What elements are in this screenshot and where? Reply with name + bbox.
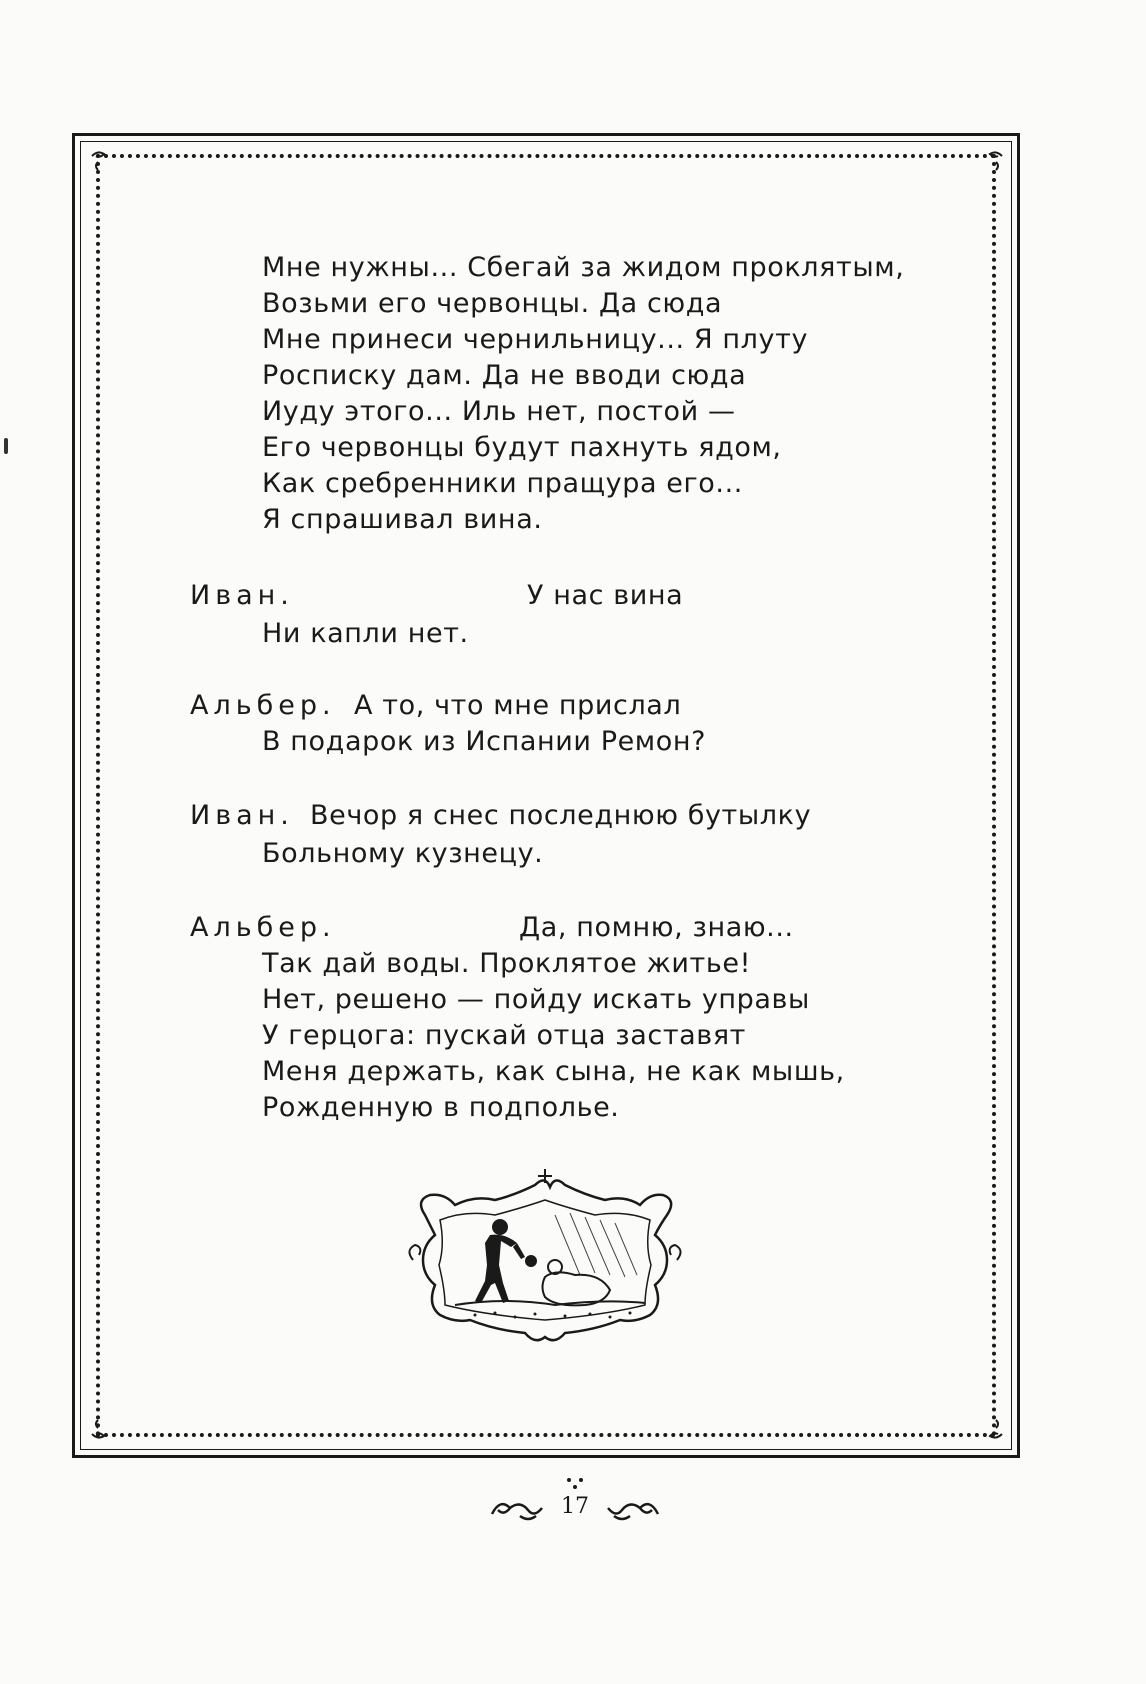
speaker-name: Альбер. [190, 912, 336, 943]
verse-line: Возьми его червонцы. Да сюда [262, 288, 723, 319]
dots-ornament-icon [565, 1476, 585, 1490]
speaker-name: Иван. [190, 800, 294, 831]
corner-ornament-icon [90, 148, 116, 174]
dialogue-line: Ни капли нет. [262, 618, 469, 649]
speaker-name: Альбер. [190, 690, 336, 721]
dialogue-line: У нас вина [527, 580, 684, 611]
corner-ornament-icon [978, 148, 1004, 174]
dialogue-line: Так дай воды. Проклятое житье! [262, 948, 752, 979]
corner-ornament-icon [90, 1416, 116, 1442]
right-flourish-icon [605, 1494, 660, 1524]
verse-line: Мне нужны... Сбегай за жидом проклятым, [262, 252, 905, 283]
verse-line: Иуду этого... Иль нет, постой — [262, 396, 736, 427]
dialogue-line: Больному кузнецу. [262, 838, 544, 869]
speaker-name: Иван. [190, 580, 294, 611]
dialogue-line: А то, что мне прислал [354, 690, 682, 721]
dialogue-line: Меня держать, как сына, не как мышь, [262, 1056, 845, 1087]
scan-margin-mark [4, 438, 8, 454]
verse-line: Мне принеси чернильницу... Я плуту [262, 324, 809, 355]
dialogue-line: Рожденную в подполье. [262, 1092, 620, 1123]
page-folio [480, 1476, 670, 1536]
verse-line: Как сребренники пращура его... [262, 468, 743, 499]
dialogue-line: У герцога: пускай отца заставят [262, 1020, 746, 1051]
verse-line: Росписку дам. Да не вводи сюда [262, 360, 747, 391]
verse-line: Его червонцы будут пахнуть ядом, [262, 432, 782, 463]
dialogue-line: Да, помню, знаю... [519, 912, 794, 943]
page-number: 17 [561, 1494, 589, 1519]
corner-ornament-icon [978, 1416, 1004, 1442]
verse-line: Я спрашивал вина. [262, 504, 543, 535]
dialogue-line: Вечор я снес последнюю бутылку [310, 800, 812, 831]
dialogue-line: В подарок из Испании Ремон? [262, 726, 707, 757]
dialogue-line: Нет, решено — пойду искать управы [262, 984, 810, 1015]
vignette-illustration [405, 1165, 685, 1350]
